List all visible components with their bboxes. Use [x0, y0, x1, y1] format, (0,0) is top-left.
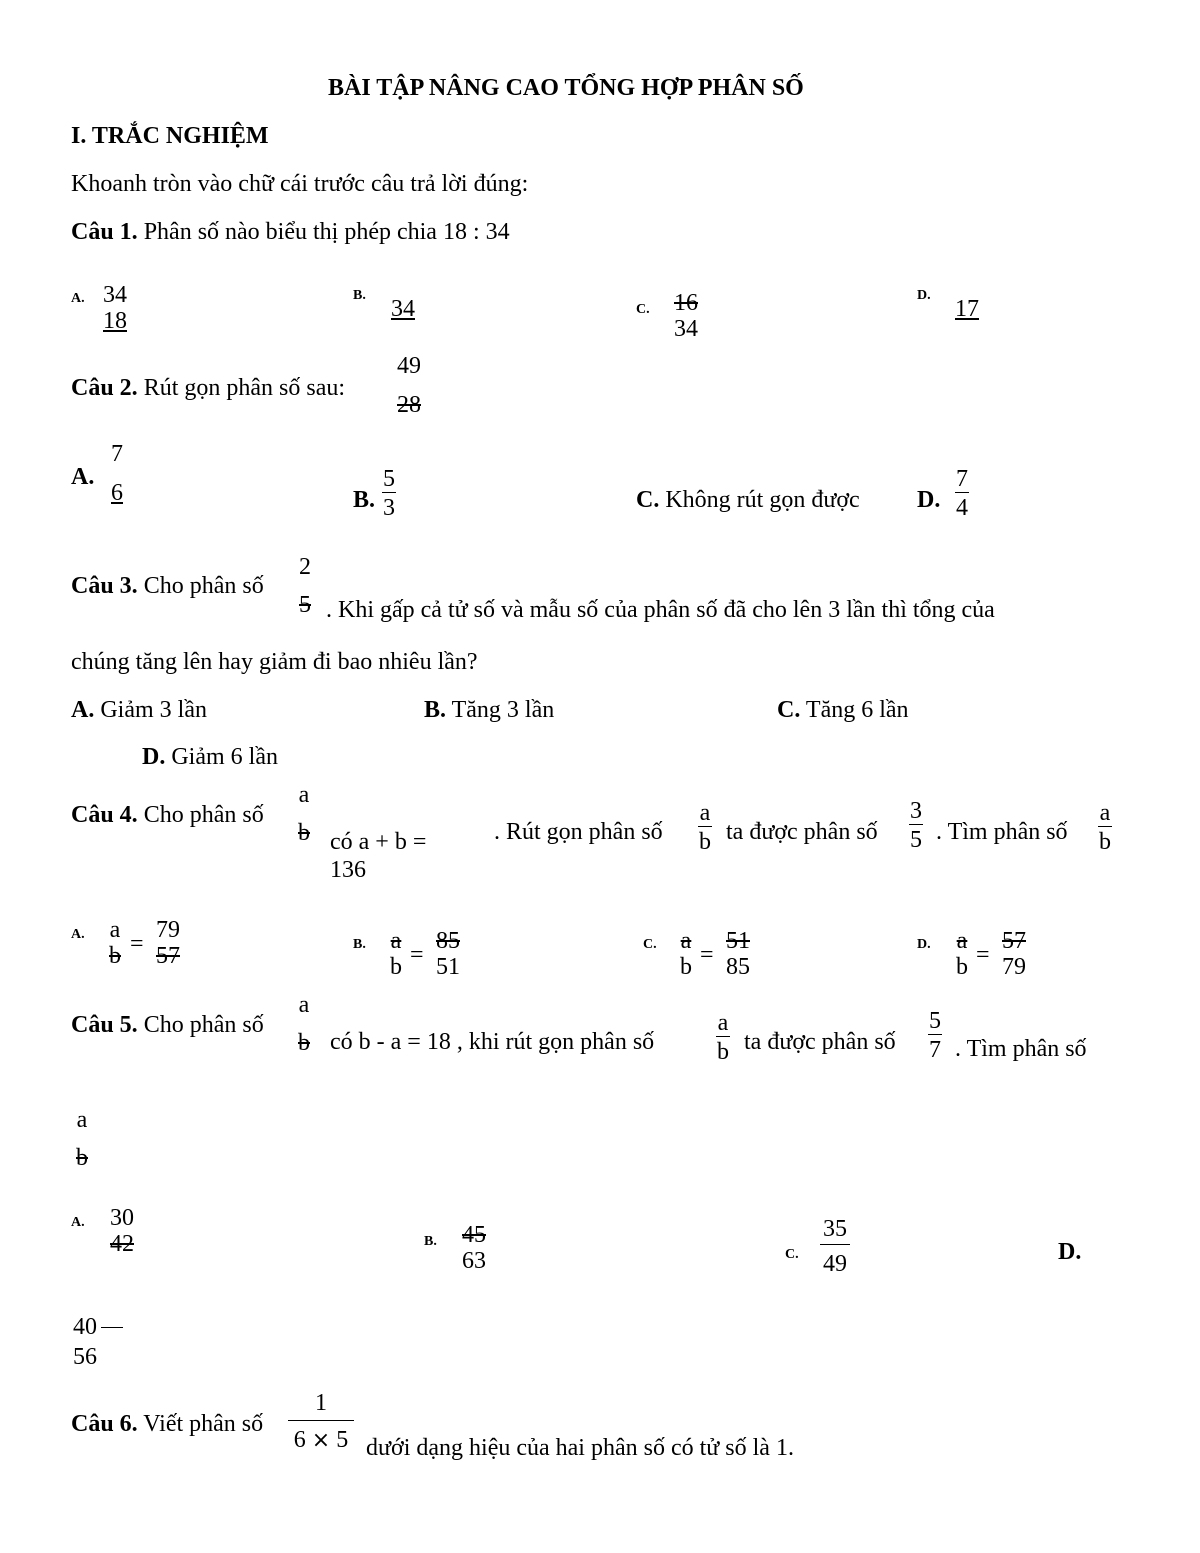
fraction	[386, 928, 406, 980]
fraction	[72, 1107, 92, 1171]
option-letter: D.	[142, 744, 166, 770]
option-letter: D.	[917, 288, 931, 303]
question-text: Cho phân số	[143, 802, 264, 828]
question-text: Viết phân số	[143, 1411, 264, 1437]
fraction	[294, 992, 314, 1056]
denominator-factor: 6	[293, 1427, 306, 1453]
question-text: Cho phân số	[143, 1012, 264, 1038]
fraction	[676, 928, 696, 980]
denominator: b	[109, 943, 121, 969]
option-letter: A.	[71, 291, 85, 306]
denominator: 63	[462, 1248, 486, 1274]
numerator: 1	[315, 1390, 327, 1416]
fraction	[392, 353, 426, 418]
option-b	[424, 696, 554, 724]
question-2	[71, 374, 345, 402]
option-letter: B.	[424, 697, 447, 723]
option-d	[142, 743, 278, 771]
question-text: Phân số nào biểu thị phép chia 18 : 34	[143, 219, 510, 245]
question-6	[71, 1410, 263, 1438]
numerator: 57	[1002, 928, 1026, 954]
option-text: Giảm 3 lần	[100, 697, 207, 723]
denominator: 34	[391, 296, 415, 322]
denominator: 3	[383, 495, 395, 521]
fraction	[458, 1222, 490, 1274]
option-a	[71, 696, 207, 724]
denominator: 51	[436, 954, 460, 980]
option-letter: D.	[1058, 1239, 1082, 1265]
denominator: 42	[110, 1231, 134, 1257]
numerator: 30	[110, 1205, 134, 1231]
numerator: a	[956, 928, 968, 954]
question-text: dưới dạng hiệu của hai phân số có tử số là 1.	[366, 1435, 794, 1461]
numerator: 34	[103, 282, 127, 308]
question-label: Câu 6.	[71, 1411, 138, 1437]
question-text: có b - a = 18 , khi rút gọn phân số	[330, 1029, 655, 1055]
option-letter: D.	[917, 487, 941, 513]
question-text: . Tìm phân số	[936, 819, 1068, 845]
numerator: a	[680, 928, 692, 954]
page-title: BÀI TẬP NÂNG CAO TỔNG HỢP PHÂN SỐ	[328, 75, 804, 101]
numerator: 45	[462, 1222, 486, 1248]
option-letter: A.	[71, 464, 95, 490]
numerator: 7	[111, 441, 123, 467]
option-letter: B.	[353, 487, 376, 513]
equals: =	[976, 942, 990, 968]
fraction	[98, 282, 132, 334]
question-4	[71, 801, 264, 829]
option-letter: C.	[643, 937, 657, 952]
denominator: 17	[955, 296, 979, 322]
denominator: b	[699, 829, 711, 855]
question-text: . Tìm phân số	[955, 1036, 1087, 1062]
question-label: Câu 4.	[71, 802, 138, 828]
denominator: 6	[111, 480, 123, 506]
numerator: a	[699, 800, 711, 826]
denominator: b	[717, 1039, 729, 1065]
numerator: a	[298, 782, 310, 808]
denominator: b	[680, 954, 692, 980]
denominator: b	[298, 1030, 310, 1056]
option-letter: A.	[71, 927, 85, 942]
question-text: . Khi gấp cả tử số và mẫu số của phân số đã cho lên 3 lần thì tổng của	[326, 597, 995, 623]
option-text: Giảm 6 lần	[171, 744, 278, 770]
numerator: a	[76, 1107, 88, 1133]
fraction	[432, 928, 464, 980]
instruction: Khoanh tròn vào chữ cái trước câu trả lời đúng:	[71, 171, 529, 197]
question-1	[71, 218, 510, 246]
fraction	[905, 798, 927, 853]
option-letter: B.	[353, 288, 366, 303]
question-label: Câu 2.	[71, 375, 138, 401]
numerator: 16	[674, 290, 698, 316]
question-text: ta được phân số	[744, 1029, 896, 1055]
multiply-sign: ×	[311, 1428, 331, 1453]
fraction	[669, 290, 703, 342]
numerator: 51	[726, 928, 750, 954]
denominator: 7	[929, 1037, 941, 1063]
option-c	[777, 696, 909, 724]
fraction	[106, 1205, 138, 1257]
numerator: 49	[397, 353, 421, 379]
equals: =	[410, 942, 424, 968]
numerator: a	[298, 992, 310, 1018]
option-letter: A.	[71, 697, 95, 723]
denominator: b	[298, 820, 310, 846]
numerator: 3	[910, 798, 922, 824]
fraction	[998, 928, 1030, 980]
numerator: 40	[73, 1314, 97, 1340]
denominator-factor: 5	[336, 1427, 349, 1453]
question-text: có a + b =	[330, 829, 427, 855]
question-text: Cho phân số	[143, 573, 264, 599]
denominator: b	[76, 1145, 88, 1171]
option-text: Tăng 6 lần	[805, 697, 909, 723]
numerator: 79	[156, 917, 180, 943]
numerator: 35	[823, 1216, 847, 1242]
fraction	[924, 1008, 946, 1063]
fraction	[950, 296, 984, 322]
fraction	[722, 928, 754, 980]
numerator: 5	[929, 1008, 941, 1034]
question-label: Câu 1.	[71, 219, 138, 245]
fraction	[712, 1010, 734, 1065]
question-3	[71, 572, 264, 600]
denominator: b	[956, 954, 968, 980]
fraction	[694, 800, 716, 855]
fraction	[952, 928, 972, 980]
numerator: 85	[436, 928, 460, 954]
denominator: 4	[956, 495, 968, 521]
question-text: . Rút gọn phân số	[494, 819, 663, 845]
denominator: 85	[726, 954, 750, 980]
denominator: 49	[823, 1251, 847, 1277]
fraction	[377, 466, 401, 521]
option-letter: B.	[353, 937, 366, 952]
fraction	[1094, 800, 1116, 855]
denominator: 57	[156, 943, 180, 969]
option-letter: C.	[785, 1247, 799, 1262]
denominator: 34	[674, 316, 698, 342]
fraction	[152, 917, 184, 969]
numerator: a	[390, 928, 402, 954]
numerator: a	[109, 917, 121, 943]
option-letter: D.	[917, 937, 931, 952]
denominator	[286, 1427, 356, 1454]
fraction	[294, 554, 316, 618]
option-c	[636, 486, 860, 514]
denominator: 79	[1002, 954, 1026, 980]
denominator: 28	[397, 392, 421, 418]
denominator: 5	[910, 827, 922, 853]
option-letter: C.	[636, 487, 660, 513]
question-label: Câu 5.	[71, 1012, 138, 1038]
option-text: Tăng 3 lần	[451, 697, 555, 723]
fraction	[818, 1216, 852, 1277]
option-letter: B.	[424, 1234, 437, 1249]
fraction	[105, 441, 129, 506]
question-label: Câu 3.	[71, 573, 138, 599]
question-text: Rút gọn phân số sau:	[143, 375, 346, 401]
equals: =	[130, 931, 144, 957]
option-letter: C.	[777, 697, 801, 723]
fraction	[105, 917, 125, 969]
denominator: 18	[103, 308, 127, 334]
denominator: 56	[73, 1344, 97, 1370]
denominator: 5	[299, 592, 311, 618]
question-text: chúng tăng lên hay giảm đi bao nhiêu lần?	[71, 649, 478, 675]
question-text: ta được phân số	[726, 819, 878, 845]
fraction	[386, 296, 420, 322]
fraction	[950, 466, 974, 521]
equals: =	[700, 942, 714, 968]
numerator: a	[1099, 800, 1111, 826]
numerator: 5	[383, 466, 395, 492]
question-text: 136	[330, 857, 366, 883]
option-letter: C.	[636, 302, 650, 317]
question-5	[71, 1011, 264, 1039]
option-text: Không rút gọn được	[665, 487, 860, 513]
fraction	[286, 1390, 356, 1454]
fraction	[73, 1314, 123, 1370]
numerator: a	[717, 1010, 729, 1036]
denominator: b	[1099, 829, 1111, 855]
fraction	[294, 782, 314, 846]
option-letter: A.	[71, 1215, 85, 1230]
denominator: b	[390, 954, 402, 980]
numerator: 2	[299, 554, 311, 580]
numerator: 7	[956, 466, 968, 492]
section-heading: I. TRẮC NGHIỆM	[71, 123, 269, 149]
